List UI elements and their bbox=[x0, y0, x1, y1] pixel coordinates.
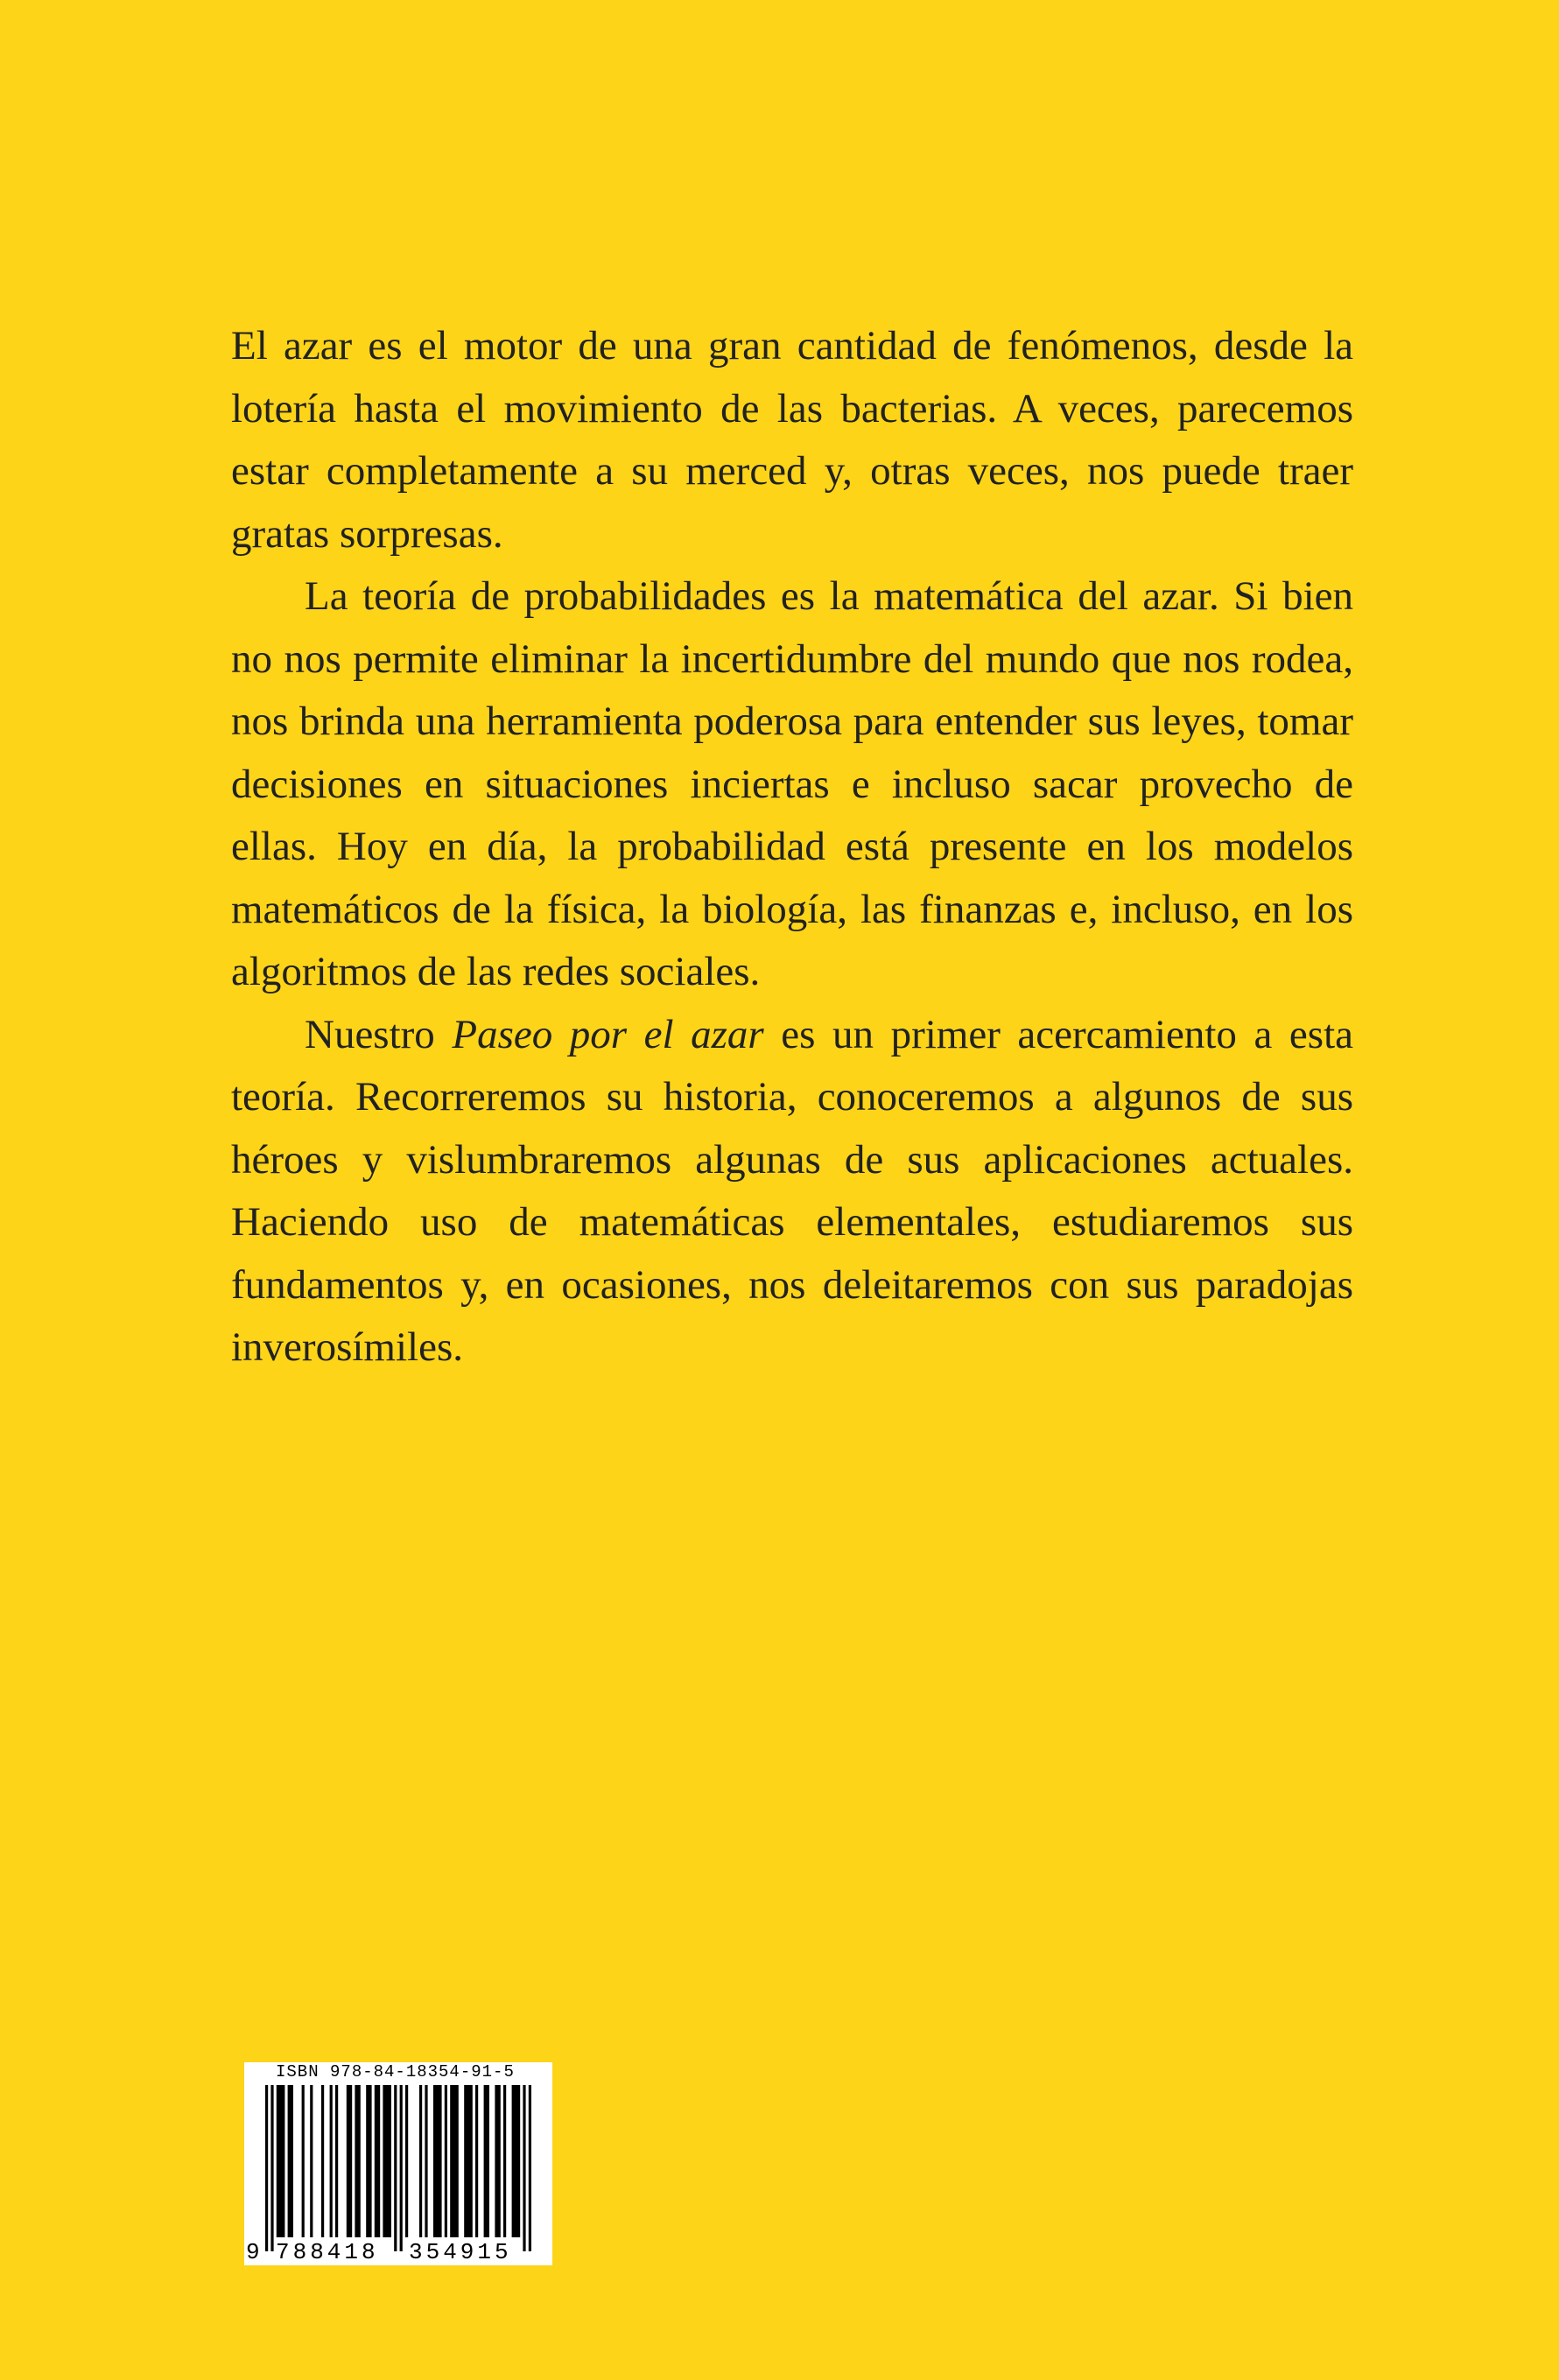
isbn-barcode bbox=[244, 2062, 552, 2265]
barcode-bar bbox=[433, 2085, 442, 2237]
back-cover-blurb bbox=[231, 315, 1353, 1380]
barcode-bar bbox=[475, 2085, 478, 2237]
barcode-bar bbox=[419, 2085, 422, 2237]
barcode-bar bbox=[495, 2085, 500, 2237]
barcode-bar bbox=[302, 2085, 305, 2237]
barcode-bar bbox=[375, 2085, 380, 2237]
barcode-bar bbox=[464, 2085, 473, 2237]
barcode-bar bbox=[512, 2085, 521, 2237]
barcode-bar bbox=[425, 2085, 427, 2237]
book-title-italic: Paseo por el azar bbox=[452, 1011, 764, 1057]
barcode-guard-bar bbox=[529, 2085, 531, 2251]
barcode-bar bbox=[310, 2085, 313, 2237]
barcode-bar bbox=[355, 2085, 360, 2237]
barcode-bar bbox=[405, 2085, 408, 2237]
barcode-bar bbox=[503, 2085, 506, 2237]
barcode-guard-bar bbox=[400, 2085, 403, 2251]
barcode-guard-bar bbox=[394, 2085, 397, 2251]
barcode-guard-bar bbox=[265, 2085, 268, 2251]
barcode-bar bbox=[330, 2085, 333, 2237]
barcode-bar bbox=[335, 2085, 338, 2237]
barcode-bar bbox=[321, 2085, 324, 2237]
barcode-bar bbox=[347, 2085, 352, 2237]
blurb-paragraph-3-lead: Nuestro bbox=[305, 1011, 453, 1057]
barcode-bar bbox=[484, 2085, 489, 2237]
barcode-bar bbox=[366, 2085, 371, 2237]
barcode-bar bbox=[445, 2085, 447, 2237]
barcode-bar bbox=[383, 2085, 391, 2237]
ean-left-digits: 788418 bbox=[276, 2239, 379, 2265]
barcode-bar bbox=[288, 2085, 293, 2237]
ean-right-digits: 354915 bbox=[409, 2239, 512, 2265]
barcode-bar bbox=[277, 2085, 285, 2237]
blurb-paragraph-3 bbox=[231, 1004, 1353, 1380]
blurb-paragraph-3-rest: es un primer acercamiento a esta teoría. Recorreremos su historia, conoceremos a algunos de sus héroes y vislumbraremos algunas de sus aplicaciones actuales. Haciendo uso de matemáticas elementales, estudiaremos sus fundamentos y, en ocasiones, nos deleitaremos con sus paradojas inverosímiles. bbox=[231, 1011, 1353, 1370]
blurb-paragraph-2: La teoría de probabilidades es la matemática del azar. Si bien no nos permite eliminar la incertidumbre del mundo que nos rodea, nos brinda una herramienta poderosa para entender sus leyes, tomar decisiones en situaciones inciertas e incluso sacar provecho de ellas. Hoy en día, la probabilidad está presente en los modelos matemáticos de la física, la biología, las finanzas e, incluso, en los algoritmos de las redes sociales. bbox=[231, 573, 1353, 994]
isbn-number: ISBN 978-84-18354-91-5 bbox=[276, 2062, 515, 2082]
barcode-bar bbox=[450, 2085, 459, 2237]
barcode-guard-bar bbox=[270, 2085, 273, 2251]
blurb-paragraph-1: El azar es el motor de una gran cantidad de fenómenos, desde la lotería hasta el movimiento de las bacterias. A veces, parecemos estar completamente a su merced y, otras veces, nos puede traer gratas sorpresas. bbox=[231, 323, 1353, 557]
barcode-bars bbox=[244, 2062, 552, 2265]
ean-first-digit: 9 bbox=[246, 2239, 260, 2265]
barcode-guard-bar bbox=[523, 2085, 525, 2251]
